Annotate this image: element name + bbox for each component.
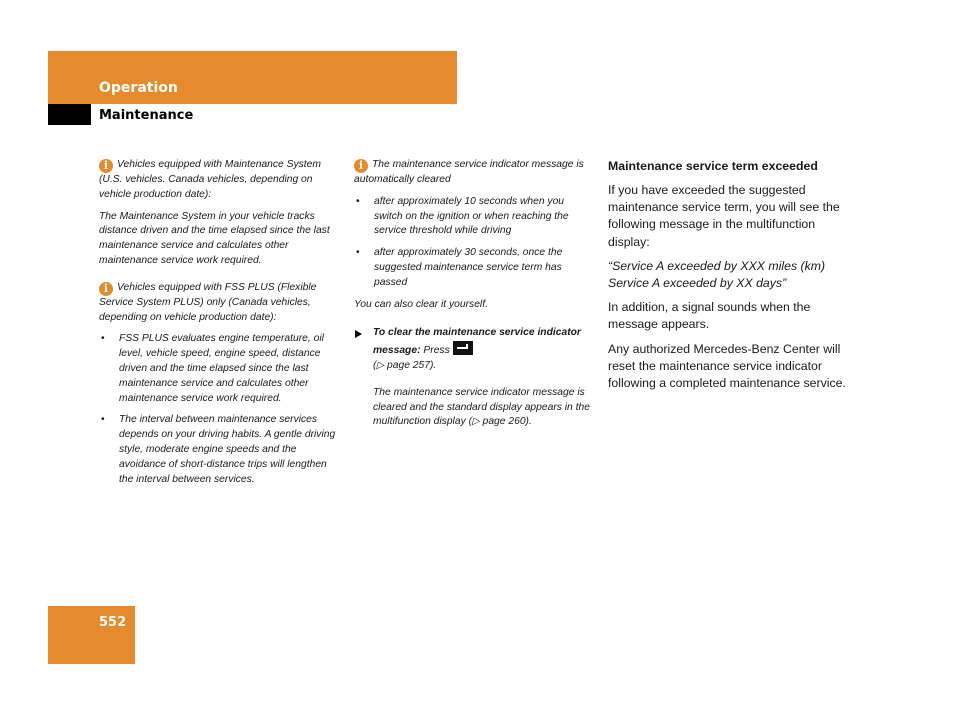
info-icon: i [99, 282, 113, 296]
list-item: • FSS PLUS evaluates engine temperature, oil level, vehicle speed, engine speed, distance driven and the time elapsed since the last maintenance service and calculates other maintenance service work required. [99, 332, 341, 406]
signal-para: In addition, a signal sounds when the message appears. [608, 300, 811, 332]
page-number: 552 [99, 615, 127, 630]
term-exceeded-para: If you have exceeded the suggested maintenance service term, you will see the following message in the multifunction display: [608, 183, 840, 249]
clear-yourself-text: You can also clear it yourself. [354, 298, 488, 310]
note-text: The maintenance service indicator message is automatically cleared [354, 159, 584, 185]
section-tab [48, 104, 91, 125]
quote-line: “Service A exceeded by XXX miles (km) [608, 258, 826, 273]
note-body: The Maintenance System in your vehicle tracks distance driven and the time elapsed since the last maintenance service and calculates other maintenance service work required. [99, 210, 330, 266]
note-auto-clear [354, 158, 594, 188]
triangle-reference-icon: ▷ [472, 416, 480, 428]
column-3 [608, 158, 850, 399]
step-instruction: To clear the maintenance service indicator message: Press (▷ page 257). [373, 327, 581, 371]
column-1 [99, 158, 341, 494]
step-bold-text: To clear the maintenance service indicator message: [373, 327, 581, 357]
auto-clear-bullet-list [354, 195, 594, 291]
note-fss-plus [99, 281, 341, 326]
arrow-right-icon [355, 330, 362, 338]
back-key-icon [453, 341, 473, 355]
info-icon: i [99, 159, 113, 173]
term-exceeded-heading: Maintenance service term exceeded [608, 159, 818, 173]
list-item: • The interval between maintenance services depends on your driving habits. A gentle driving style, moderate engine speeds and the avoidance of short-distance trips will lengthen the interval between services. [99, 413, 341, 487]
page-reference: page 260). [482, 416, 532, 428]
step-result [373, 386, 594, 430]
list-item: • after approximately 10 seconds when you switch on the ignition or when reaching the service threshold while driving [354, 195, 594, 239]
info-icon: i [354, 159, 368, 173]
display-message-quote [608, 258, 850, 292]
fss-bullet-list [99, 332, 341, 487]
note-text: Vehicles equipped with Maintenance System (U.S. vehicles. Canada vehicles, depending on vehicle production date): [99, 159, 321, 200]
header-band [48, 51, 457, 104]
list-item: • after approximately 30 seconds, once the suggested maintenance service term has passed [354, 246, 594, 290]
subsection-title: Maintenance [99, 108, 194, 123]
note-maintenance-system [99, 158, 341, 203]
clear-step [354, 326, 594, 430]
step-press-text: Press [423, 345, 450, 357]
result-text: The maintenance service indicator message is cleared and the standard display appears in the multifunction display ( [373, 386, 590, 428]
page-reference: page 257). [387, 359, 437, 371]
reset-para: Any authorized Mercedes-Benz Center will reset the maintenance service indicator following a completed maintenance service. [608, 341, 846, 391]
triangle-reference-icon: ▷ [376, 359, 385, 371]
section-title: Operation [99, 80, 178, 96]
note-text: Vehicles equipped with FSS PLUS (Flexible Service System PLUS) only (Canada vehicles, depending on vehicle production date): [99, 281, 317, 323]
quote-line: Service A exceeded by XX days” [608, 276, 787, 291]
column-2 [354, 158, 594, 437]
